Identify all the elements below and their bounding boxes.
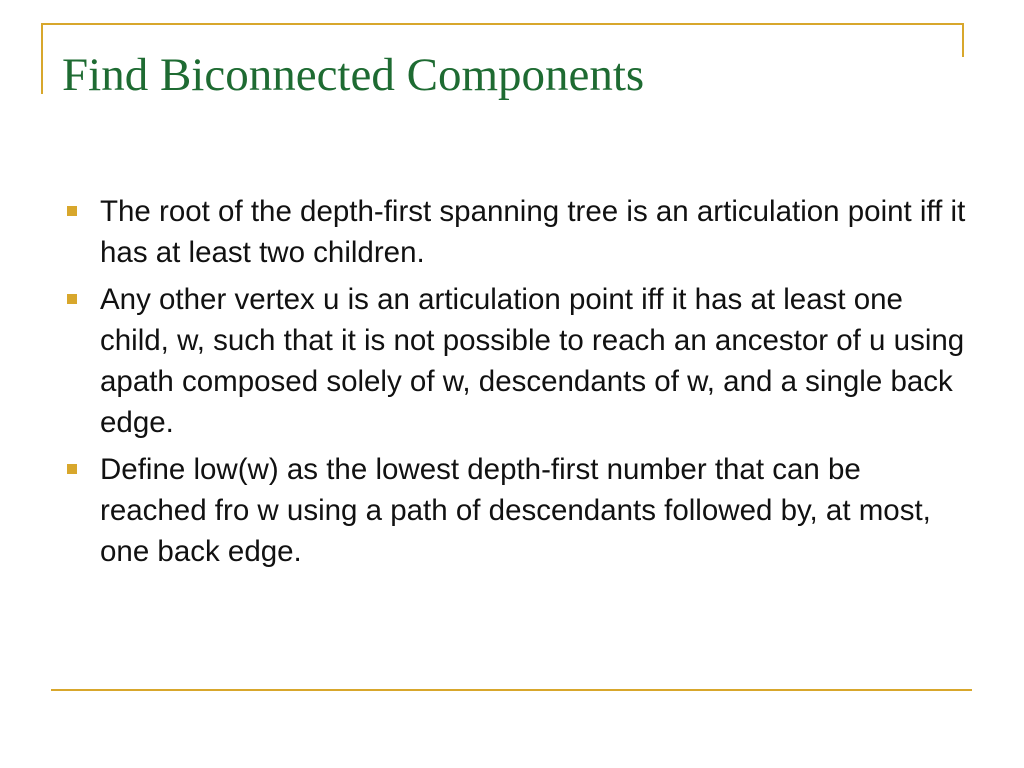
bullet-item-low-definition: [62, 449, 972, 572]
bullet-text: Define low(w) as the lowest depth-first number that can be reached fro w using a path of descendants followed by, at most, one back edge.: [100, 453, 931, 568]
bullet-item-other-vertex: [62, 279, 972, 443]
bullet-text: The root of the depth-first spanning tree is an articulation point iff it has at least two children.: [100, 195, 966, 269]
square-bullet-icon: [67, 464, 77, 474]
title-frame-right-rule: [962, 23, 964, 57]
bullet-item-root-articulation: [62, 191, 972, 273]
slide-title: Find Biconnected Components: [62, 49, 645, 101]
square-bullet-icon: [67, 206, 77, 216]
bullet-text: Any other vertex u is an articulation point iff it has at least one child, w, such that it is not possible to reach an ancestor of u using apath composed solely of w, descendants of w, and a single back edge.: [100, 283, 965, 439]
bottom-rule: [51, 689, 972, 691]
title-frame-top-rule: [41, 23, 964, 25]
bullet-list: [62, 191, 972, 578]
title-frame-left-rule: [41, 23, 43, 94]
square-bullet-icon: [67, 294, 77, 304]
